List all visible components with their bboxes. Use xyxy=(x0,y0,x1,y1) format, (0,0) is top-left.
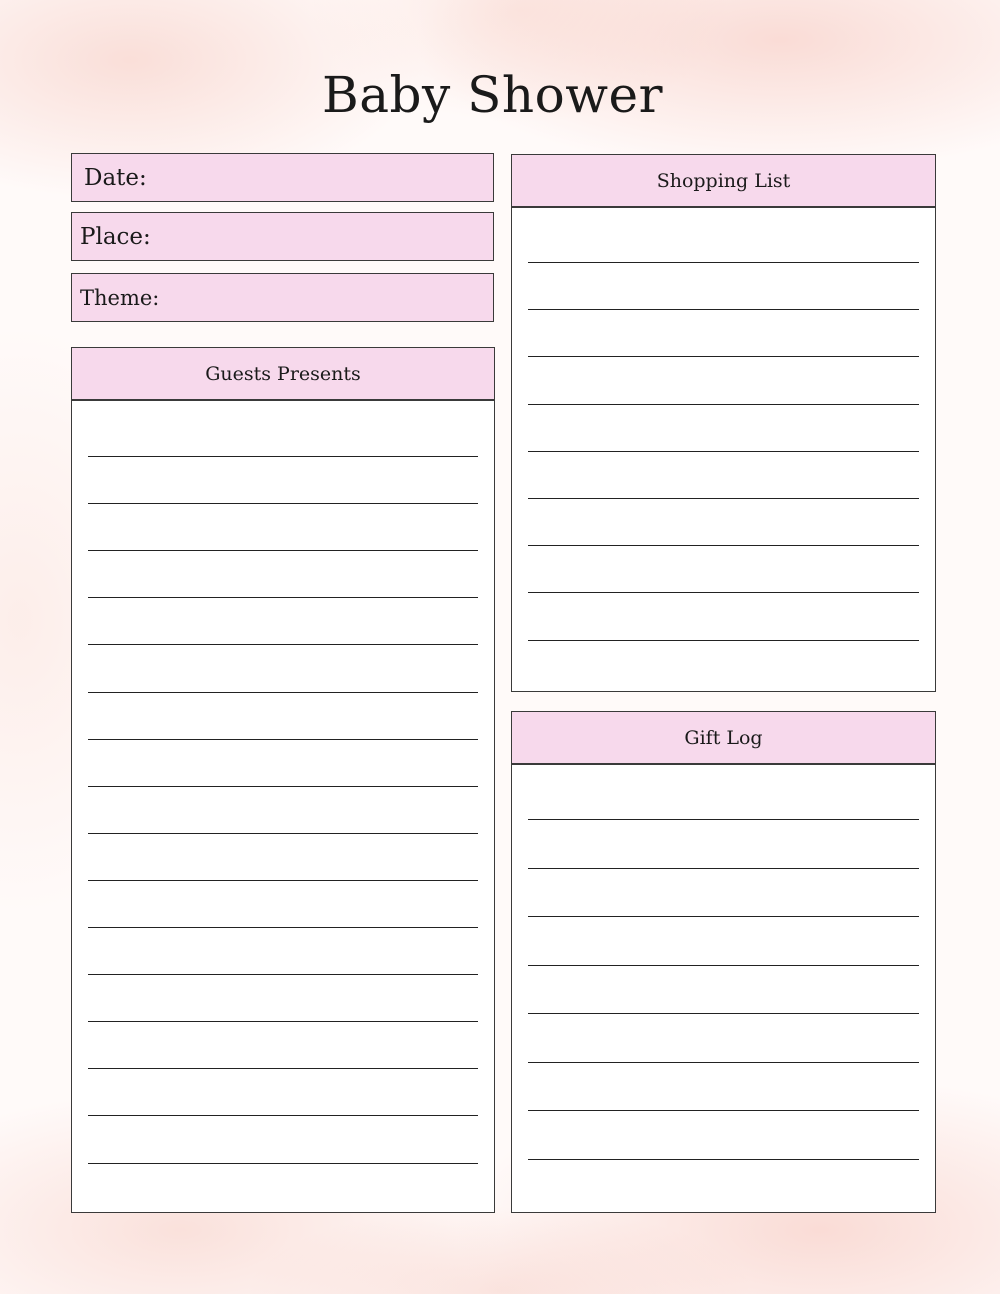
date-label: Date: xyxy=(84,164,147,191)
writing-line[interactable] xyxy=(88,1163,478,1164)
gift-log-panel xyxy=(511,711,936,1213)
writing-line[interactable] xyxy=(528,1159,919,1160)
writing-line[interactable] xyxy=(88,786,478,787)
writing-line[interactable] xyxy=(528,545,919,546)
writing-line[interactable] xyxy=(528,498,919,499)
writing-line[interactable] xyxy=(88,456,478,457)
page-title: Baby Shower xyxy=(321,66,664,124)
writing-line[interactable] xyxy=(88,880,478,881)
writing-line[interactable] xyxy=(528,640,919,641)
writing-line[interactable] xyxy=(88,1068,478,1069)
writing-line[interactable] xyxy=(528,1013,919,1014)
writing-line[interactable] xyxy=(88,739,478,740)
writing-line[interactable] xyxy=(88,692,478,693)
writing-line[interactable] xyxy=(88,550,478,551)
writing-line[interactable] xyxy=(528,404,919,405)
gift-log-title: Gift Log xyxy=(684,726,763,749)
writing-line[interactable] xyxy=(528,451,919,452)
guests-presents-header xyxy=(72,348,494,401)
writing-line[interactable] xyxy=(528,965,919,966)
writing-line[interactable] xyxy=(528,262,919,263)
writing-line[interactable] xyxy=(528,1110,919,1111)
writing-line[interactable] xyxy=(88,503,478,504)
writing-line[interactable] xyxy=(528,868,919,869)
writing-line[interactable] xyxy=(528,819,919,820)
writing-line[interactable] xyxy=(88,644,478,645)
writing-line[interactable] xyxy=(528,1062,919,1063)
writing-line[interactable] xyxy=(528,309,919,310)
guests-presents-title: Guests Presents xyxy=(205,362,361,385)
place-label: Place: xyxy=(80,223,151,250)
theme-label: Theme: xyxy=(80,285,160,310)
writing-line[interactable] xyxy=(88,1115,478,1116)
writing-line[interactable] xyxy=(88,927,478,928)
date-field[interactable] xyxy=(71,153,494,202)
theme-field[interactable] xyxy=(71,273,494,322)
shopping-list-header xyxy=(512,155,935,208)
writing-line[interactable] xyxy=(528,356,919,357)
shopping-list-title: Shopping List xyxy=(656,169,791,192)
gift-log-header xyxy=(512,712,935,765)
writing-line[interactable] xyxy=(88,597,478,598)
place-field[interactable] xyxy=(71,212,494,261)
guests-presents-panel xyxy=(71,347,495,1213)
shopping-list-panel xyxy=(511,154,936,692)
writing-line[interactable] xyxy=(88,833,478,834)
writing-line[interactable] xyxy=(88,974,478,975)
writing-line[interactable] xyxy=(528,592,919,593)
writing-line[interactable] xyxy=(88,1021,478,1022)
writing-line[interactable] xyxy=(528,916,919,917)
